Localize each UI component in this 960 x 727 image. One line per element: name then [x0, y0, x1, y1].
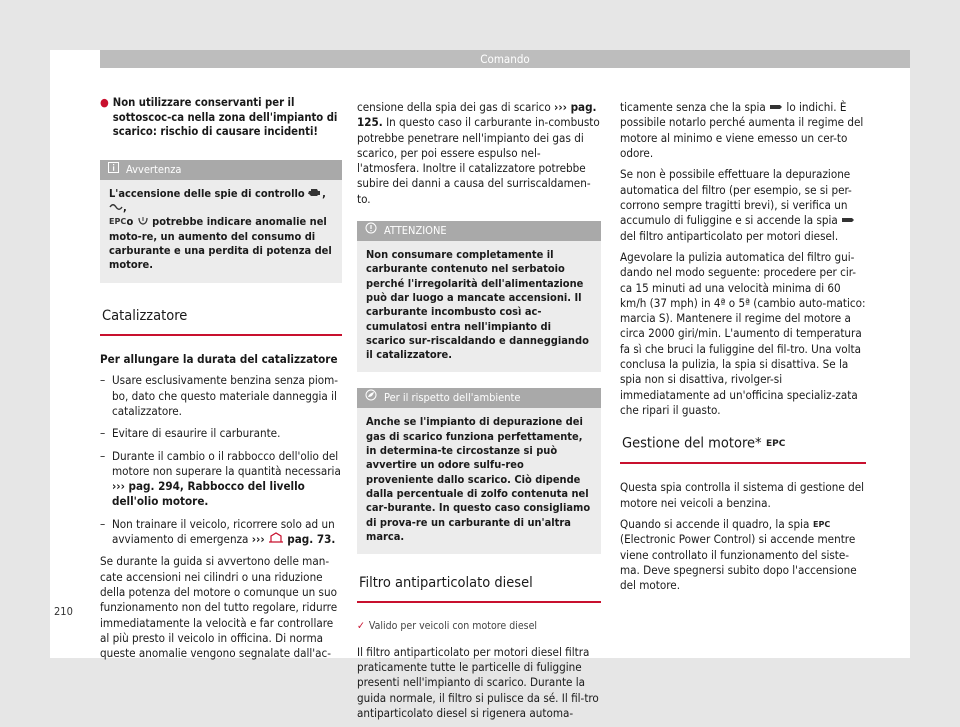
validity-note: ✓ Valido per veicoli con motore diesel: [357, 619, 601, 634]
section-title-catalizzatore: Catalizzatore: [100, 309, 342, 336]
column-2: [357, 100, 601, 727]
list-item: – Evitare di esaurire il carburante.: [100, 426, 342, 441]
manual-page: [50, 50, 910, 720]
leaf-icon: [365, 388, 377, 408]
check-icon: ✓: [357, 620, 365, 633]
page-header: Comando: [100, 50, 910, 68]
note-box-header: [100, 160, 342, 180]
environment-title: Per il rispetto dell'ambiente: [384, 391, 521, 405]
paragraph: Agevolare la pulizia automatica del filtro gui-dando nel modo seguente: procedere per cir-ca 15 minuti ad una velocità minima di 60 km/h (37 mph) in 4ª o 5ª (cambio auto-matico: marcia S). Mantenere il regime del motore a circa 2000 giri/min. L'aumento di temperatura fa sì che bruci la fuliggine del fil-tro. Una volta conclusa la pulizia, la spia si disattiva. Se la spia non si disattiva, rivolger-si immediatamente ad un'officina specializ-zata che ripari il guasto.: [620, 249, 866, 417]
bullet-icon: ●: [100, 96, 109, 109]
paragraph: Quando si accende il quadro, la spia EPC (Electronic Power Control) si accende mentre viene controllato il funzionamento del siste-ma. Deve spegnersi subito dopo l'accensione del motore.: [620, 516, 857, 593]
epc-icon: [766, 436, 784, 451]
svg-text:EPC: EPC: [765, 439, 786, 450]
note-title: Avvertenza: [126, 162, 182, 176]
section-title-gestione: Gestione del motore* EPC: [620, 436, 866, 464]
list-item: – Durante il cambio o il rabbocco dell'olio del motore non superare la quantità necessaria ››› pag. 294, Rabbocco del livello dell'olio motore.: [100, 449, 342, 510]
paragraph: Il filtro antiparticolato per motori diesel filtra praticamente tutte le particelle di fuliggine presenti nell'impianto di scarico. Durante la guida normale, il filtro si pulisce da sé. Il fil-tro antiparticolato diesel si rigenera automa-: [357, 644, 599, 720]
warning-triangle-icon: [365, 221, 377, 241]
list-item: – Usare esclusivamente benzina senza piom-bo, dato che questo materiale danneggia il catalizzatore.: [100, 373, 342, 419]
svg-text:EPC: EPC: [109, 217, 127, 227]
attention-title: ATTENZIONE: [384, 224, 447, 238]
epc-icon: [813, 517, 829, 532]
tips-list: [100, 373, 342, 547]
paragraph: censione della spia dei gas di scarico ››› pag. 125. In questo caso il carburante in-combusto potrebbe penetrare nell'impianto dei gas di scarico, per poi essere espulso nel-l'atmosfera. Inoltre il catalizzatore potrebbe subire dei danni a causa del surriscaldamen-to.: [357, 100, 600, 206]
note-box: [100, 160, 342, 283]
column-1: [100, 96, 342, 668]
note-sep-2: ,: [123, 201, 127, 215]
paragraph: ticamente senza che la spia lo indichi. È possibile notarlo perché aumenta il regime del motore al minimo e viene emesso un cer-to odore.: [620, 100, 864, 161]
warning-text: Non utilizzare conservanti per il sottoscoc-ca nella zona dell'impianto di scarico: rischio di causare incidenti!: [112, 96, 338, 138]
subtitle: Per allungare la durata del catalizzatore: [100, 352, 338, 367]
paragraph: Se durante la guida si avvertono delle man-cate accensioni nei cilindri o una riduzione della potenza del motore o comunque un suo funzionamento non del tutto regolare, ridurre immediatamente la velocità e far controllare al più presto il veicolo in officina. Di norma queste anomalie vengono segnalate dall'ac-: [100, 554, 338, 661]
svg-text:EPC: EPC: [812, 519, 830, 529]
exhaust-icon: [109, 201, 123, 215]
towing-book-icon: [268, 532, 284, 547]
diesel-filter-icon: [769, 100, 783, 115]
diesel-filter-icon: [841, 213, 855, 228]
environment-box: [357, 388, 601, 554]
attention-body: Non consumare completamente il carburante contenuto nel serbatoio perché l'irregolarità dell'alimentazione può dar luogo a mancate accensioni. Il carburante incombusto così ac-cumulatosi entra nell'impianto di scarico sur-riscaldando e danneggiando il catalizzatore.: [366, 248, 589, 362]
glow-plug-icon: [137, 215, 149, 229]
reference-arrow[interactable]: ›››: [251, 532, 265, 547]
note-body: [100, 180, 342, 283]
list-item: – Non trainare il veicolo, ricorrere solo ad un avviamento di emergenza ››› pag. 73.: [100, 517, 342, 548]
info-icon: [108, 160, 119, 180]
section-title-filtro: Filtro antiparticolato diesel: [357, 576, 601, 603]
page-reference-link[interactable]: ››› pag. 125.: [357, 100, 597, 130]
note-text-2: potrebbe indicare anomalie nel moto-re, un aumento del consumo di carburante e una perdita di potenza del motore.: [109, 215, 332, 272]
environment-body: Anche se l'impianto di depurazione dei gas di scarico funziona perfettamente, in determina-te circostanze si può avvertire un odore sulfu-reo proveniente dallo scarico. Ciò dipende dalla percentuale di zolfo contenuta nel car-burante. In questo caso consigliamo di prova-re un carburante di un'altra marca.: [366, 415, 591, 543]
epc-icon: [109, 215, 127, 229]
page-number: 210: [54, 605, 73, 618]
environment-box-header: [357, 388, 601, 408]
attention-box: [357, 221, 601, 372]
paragraph: Questa spia controlla il sistema di gestione del motore nei veicoli a benzina.: [620, 480, 865, 510]
note-sep-1: ,: [322, 186, 326, 200]
warning-note: [100, 96, 342, 140]
column-3: [620, 100, 866, 599]
engine-warning-icon: [308, 187, 322, 201]
note-text-1: L'accensione delle spie di controllo: [109, 186, 305, 200]
attention-box-header: [357, 221, 601, 241]
page-reference-link[interactable]: ››› pag. 294, Rabbocco del livello dell'olio motore.: [112, 479, 305, 509]
page-reference-link[interactable]: pag. 73.: [287, 532, 336, 547]
note-text-o: o: [126, 215, 134, 229]
paragraph: Se non è possibile effettuare la depurazione automatica del filtro (per esempio, se si per-corrono sempre tragitti brevi), si verifica un accumulo di fuliggine e si accende la spia del filtro antiparticolato per motori diesel.: [620, 167, 866, 244]
